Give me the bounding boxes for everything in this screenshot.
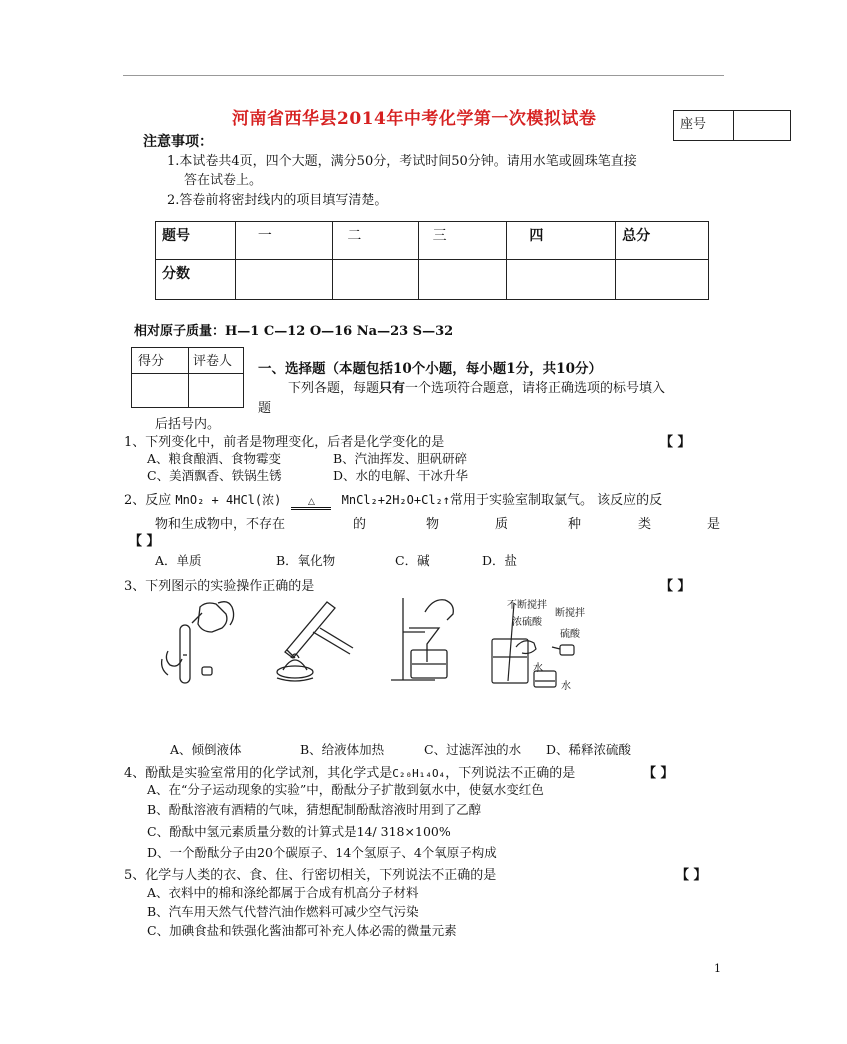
grader-name-cell[interactable] xyxy=(189,374,244,408)
instr-part-b: 一个选项符合题意，请将正确选项的标号填入 xyxy=(405,381,666,396)
q5-stem: 5、化学与人类的衣、食、住、行密切相关，下列说法不正确的是 xyxy=(124,868,497,883)
q2-equation-right: MnCl₂+2H₂O+Cl₂↑ xyxy=(341,493,450,507)
section1-instructions xyxy=(288,377,665,396)
score-header-total: 总分 xyxy=(616,222,709,260)
score-cell-3[interactable] xyxy=(418,260,507,300)
q4-option-d: D、一个酚酞分子由20个碳原子、14个氢原子、4个氧原子构成 xyxy=(147,845,497,860)
q2-line2-e: 种 xyxy=(568,517,582,532)
section1-title: 一、选择题（本题包括10个小题，每小题1分，共10分） xyxy=(258,361,602,377)
score-cell-2[interactable] xyxy=(333,260,418,300)
q5-option-b: B、汽车用天然气代替汽油作燃料可减少空气污染 xyxy=(147,904,419,919)
fig-d-label-acid2: 硫酸 xyxy=(560,629,580,640)
grader-score-cell[interactable] xyxy=(132,374,189,408)
score-header-2: 二 xyxy=(333,222,418,260)
q1-option-c: C、美酒飘香、铁锅生锈 xyxy=(147,468,282,483)
page-number: 1 xyxy=(714,962,721,975)
seat-label: 座号 xyxy=(674,111,734,141)
q1-option-d: D、水的电解、干冰升华 xyxy=(333,468,469,483)
figure-b-heating-liquid xyxy=(265,592,360,687)
fig-d-label-acid: 浓硫酸 xyxy=(512,617,542,628)
grader-label: 评卷人 xyxy=(189,348,244,374)
instr-part-a: 下列各题，每题 xyxy=(288,381,380,396)
q2-line2-b: 的 xyxy=(353,517,367,532)
fig-d-label-stir2: 断搅拌 xyxy=(555,608,585,619)
q2-stem-b: 常用于实验室制取氯气。 该反应的反 xyxy=(450,493,663,508)
score-row-label: 分数 xyxy=(156,260,236,300)
q2-option-c: C．碱 xyxy=(395,553,430,568)
q5-option-a: A、衣料中的棉和涤纶都属于合成有机高分子材料 xyxy=(147,885,419,900)
q2-option-a: A．单质 xyxy=(155,553,202,568)
q4-stem-b: ，下列说法不正确的是 xyxy=(445,766,576,781)
score-header-4: 四 xyxy=(507,222,616,260)
q2-equation-left: MnO₂ + 4HCl(浓) xyxy=(175,493,282,507)
fig-d-label-stir: 不断搅拌 xyxy=(507,600,547,611)
q1-stem: 1、下列变化中，前者是物理变化，后者是化学变化的是 xyxy=(124,435,445,450)
q4-option-a: A、在“分子运动现象的实验”中，酚酞分子扩散到氨水中，使氨水变红色 xyxy=(147,782,544,797)
q2-stem-a: 2、反应 xyxy=(124,493,172,508)
score-header-3: 三 xyxy=(418,222,507,260)
score-header-label: 题号 xyxy=(156,222,236,260)
q2-answer-bracket[interactable]: 【 】 xyxy=(129,534,160,549)
fig-d-label-water: 水 xyxy=(533,663,543,674)
q3-option-c: C、过滤浑浊的水 xyxy=(424,742,522,757)
score-table xyxy=(155,221,709,300)
q2-line2-d: 质 xyxy=(495,517,509,532)
q1-option-b: B、汽油挥发、胆矾研碎 xyxy=(333,451,468,466)
section1-instr-c: 题 xyxy=(258,401,272,416)
atomic-mass: 相对原子质量：H—1 C—12 O—16 Na—23 S—32 xyxy=(134,324,454,339)
q2-stem-line1 xyxy=(124,489,662,510)
q3-answer-bracket[interactable]: 【 】 xyxy=(660,579,691,594)
q3-stem: 3、下列图示的实验操作正确的是 xyxy=(124,579,315,594)
q2-heat-sign: △ xyxy=(291,497,331,510)
q1-option-a: A、粮食酿酒、食物霉变 xyxy=(147,451,282,466)
notice-line1: 1.本试卷共4页，四个大题，满分50分，考试时间50分钟。请用水笔或圆珠笔直接 xyxy=(167,154,637,169)
q4-stem xyxy=(124,762,575,781)
q2-line2-f: 类 xyxy=(638,517,652,532)
notice-line2: 2.答卷前将密封线内的项目填写清楚。 xyxy=(167,193,388,208)
q2-line2-c: 物 xyxy=(426,517,440,532)
top-rule xyxy=(123,75,724,76)
seat-number-box xyxy=(673,110,791,141)
q5-option-c: C、加碘食盐和铁强化酱油都可补充人体必需的微量元素 xyxy=(147,923,457,938)
q2-option-d: D．盐 xyxy=(482,553,518,568)
notice-heading: 注意事项： xyxy=(143,134,213,150)
grader-score-label: 得分 xyxy=(132,348,189,374)
score-cell-4[interactable] xyxy=(507,260,616,300)
q4-option-c: C、酚酞中氢元素质量分数的计算式是14/ 318×100% xyxy=(147,824,451,839)
q3-option-b: B、给液体加热 xyxy=(300,742,385,757)
q4-stem-a: 4、酚酞是实验室常用的化学试剂，其化学式是 xyxy=(124,766,393,781)
section1-instr-d: 后括号内。 xyxy=(155,417,221,432)
q4-answer-bracket[interactable]: 【 】 xyxy=(643,766,674,781)
q2-line2-a: 物和生成物中，不存在 xyxy=(155,517,286,532)
grader-box xyxy=(131,347,244,408)
q2-line2-g: 是 xyxy=(707,517,721,532)
figure-c-filtering xyxy=(385,590,460,690)
score-header-1: 一 xyxy=(235,222,333,260)
seat-value[interactable] xyxy=(734,111,791,141)
q3-option-a: A、倾倒液体 xyxy=(170,742,242,757)
figure-a-pouring-liquid xyxy=(158,595,238,690)
score-cell-1[interactable] xyxy=(235,260,333,300)
page-title: 河南省西华县2014年中考化学第一次模拟试卷 xyxy=(232,109,597,129)
q2-option-b: B．氧化物 xyxy=(276,553,336,568)
q4-formula: C₂₀H₁₄O₄ xyxy=(392,767,446,780)
q3-option-d: D、稀释浓硫酸 xyxy=(546,742,632,757)
q5-answer-bracket[interactable]: 【 】 xyxy=(676,868,707,883)
q4-option-b: B、酚酞溶液有酒精的气味，猜想配制酚酞溶液时用到了乙醇 xyxy=(147,802,482,817)
q1-answer-bracket[interactable]: 【 】 xyxy=(660,435,691,450)
score-cell-total[interactable] xyxy=(616,260,709,300)
fig-d-label-water2: 水 xyxy=(561,681,571,692)
instr-bold: 只有 xyxy=(379,381,406,396)
notice-line1b: 答在试卷上。 xyxy=(184,173,263,188)
